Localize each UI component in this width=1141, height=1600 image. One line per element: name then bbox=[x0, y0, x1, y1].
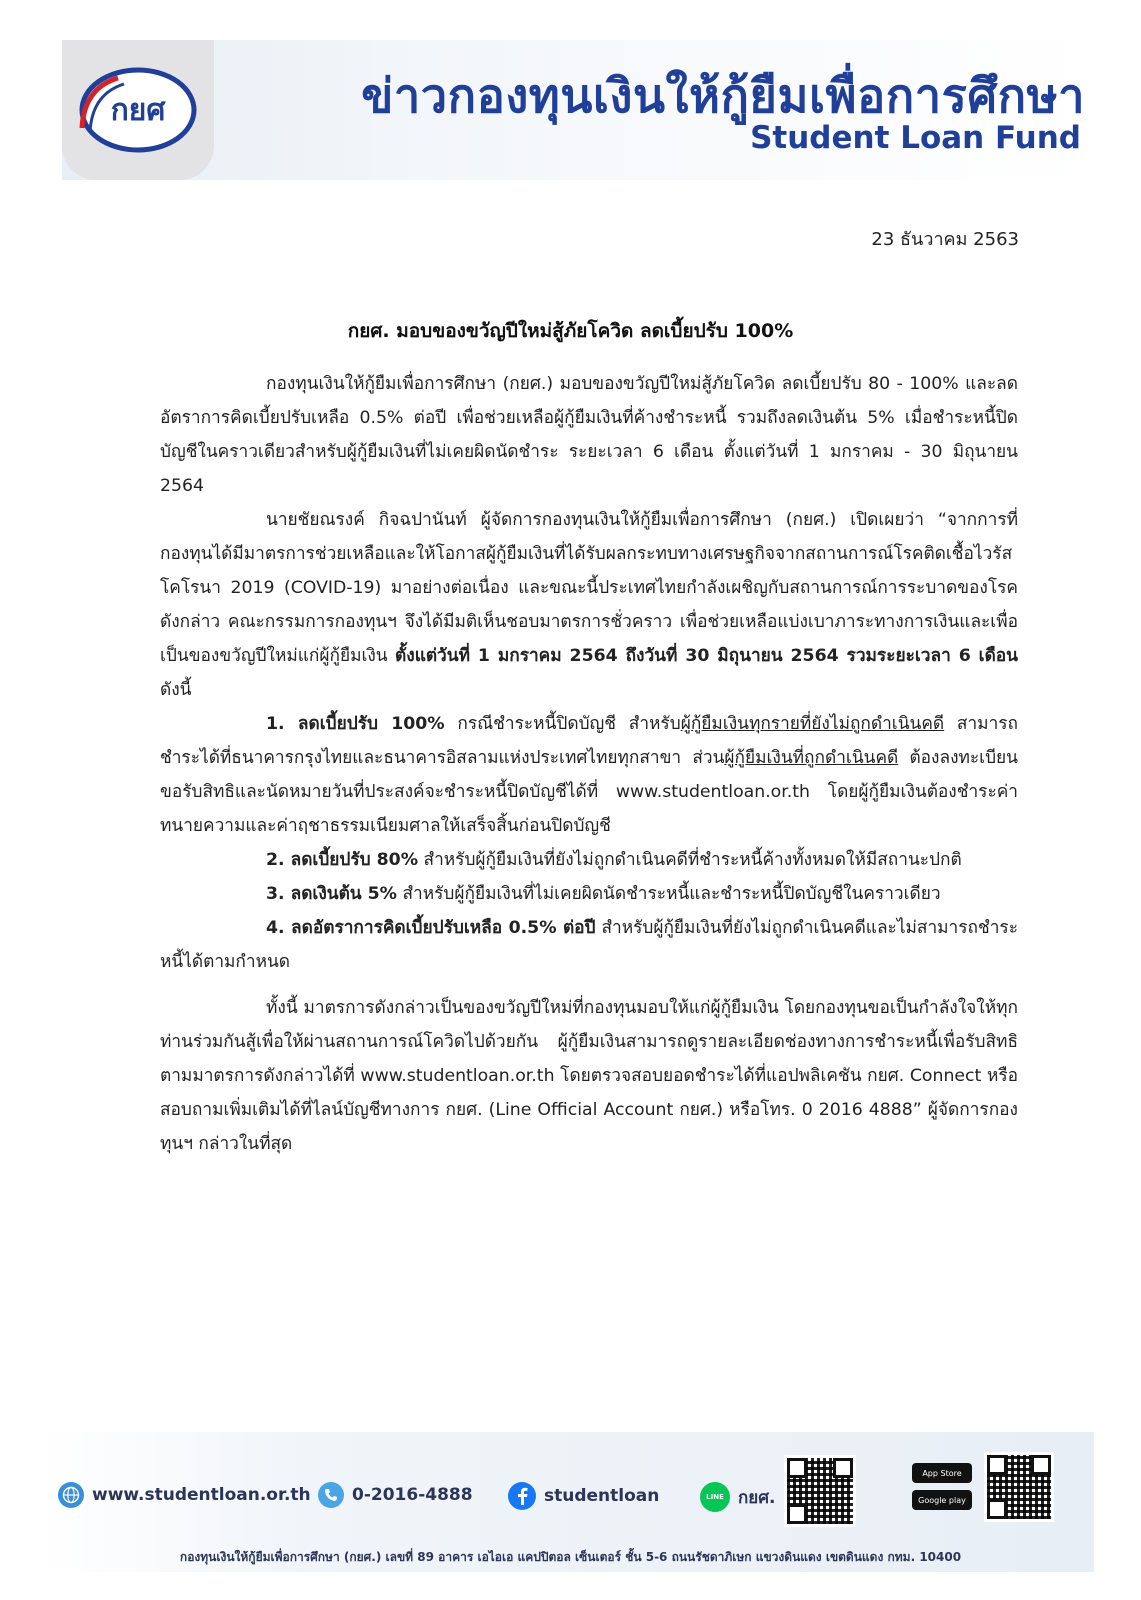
line-icon: LINE bbox=[700, 1482, 730, 1512]
google-play-badge[interactable]: Google play bbox=[912, 1490, 972, 1510]
website-label: www.studentloan.or.th bbox=[92, 1485, 311, 1505]
header-subtitle: Student Loan Fund bbox=[750, 120, 1081, 156]
svg-text:กยศ: กยศ bbox=[110, 93, 166, 128]
line-label: กยศ. bbox=[738, 1487, 776, 1508]
measure-item-4 bbox=[160, 911, 1018, 979]
paragraph-intro: กองทุนเงินให้กู้ยืมเพื่อการศึกษา (กยศ.) มอบของขวัญปีใหม่สู้ภัยโควิด ลดเบี้ยปรับ 80 - 100% และลดอัตราการคิดเบี้ยปรับเหลือ 0.5% ต่อปี เพื่อช่วยเหลือผู้กู้ยืมเงินที่ค้างชำระหนี้ รวมถึงลดเงินต้น 5% เมื่อชำระหนี้ปิดบัญชีในคราวเดียวสำหรับผู้กู้ยืมเงินที่ไม่เคยผิดนัดชำระ ระยะเวลา 6 เดือน ตั้งแต่วันที่ 1 มกราคม - 30 มิถุนายน 2564 bbox=[160, 374, 1018, 496]
measure-text: สำหรับผู้กู้ยืมเงินที่ยังไม่ถูกดำเนินคดีและไม่สามารถชำระหนี้ได้ตามกำหนด bbox=[160, 918, 1018, 972]
footer-address: กองทุนเงินให้กู้ยืมเพื่อการศึกษา (กยศ.) เลขที่ 89 อาคาร เอไอเอ แคปปิตอล เซ็นเตอร์ ชั้น 5-6 ถนนรัชดาภิเษก แขวงดินแดง เขตดินแดง กทม. 10400 bbox=[179, 1550, 962, 1564]
measure-item-3 bbox=[160, 877, 1018, 911]
statement-period: ตั้งแต่วันที่ 1 มกราคม 2564 ถึงวันที่ 30 มิถุนายน 2564 รวมระยะเวลา 6 เดือน bbox=[395, 646, 1018, 666]
measure-text: สามารถชำระได้ที่ธนาคารกรุงไทยและธนาคารอิสลามแห่งประเทศไทยทุกสาขา ส่วน bbox=[160, 714, 1019, 768]
measure-underline: ผู้กู้ยืมเงินที่ถูกดำเนินคดี bbox=[724, 748, 899, 768]
release-date: 23 ธันวาคม 2563 bbox=[871, 229, 1019, 250]
qr-code-line bbox=[784, 1455, 856, 1527]
measure-item-1 bbox=[160, 707, 1018, 843]
measure-text: กรณีชำระหนี้ปิดบัญชี สำหรับ bbox=[457, 714, 681, 734]
measure-title: 3. ลดเงินต้น 5% bbox=[266, 884, 397, 904]
footer-website[interactable] bbox=[58, 1482, 311, 1508]
phone-label: 0-2016-4888 bbox=[352, 1485, 473, 1505]
measure-title: 4. ลดอัตราการคิดเบี้ยปรับเหลือ 0.5% ต่อปี bbox=[266, 918, 596, 938]
footer-line[interactable] bbox=[700, 1482, 776, 1512]
measure-title: 1. ลดเบี้ยปรับ 100% bbox=[266, 714, 445, 734]
headline: กยศ. มอบของขวัญปีใหม่สู้ภัยโควิด ลดเบี้ยปรับ 100% bbox=[347, 320, 794, 342]
app-store-badge[interactable]: App Store bbox=[912, 1463, 972, 1483]
phone-icon bbox=[318, 1482, 344, 1508]
article-body bbox=[160, 367, 1018, 1161]
measure-text: สำหรับผู้กู้ยืมเงินที่ไม่เคยผิดนัดชำระหนี้และชำระหนี้ปิดบัญชีในคราวเดียว bbox=[402, 884, 941, 904]
statement-tail: ดังนี้ bbox=[160, 680, 192, 700]
paragraph-statement bbox=[160, 503, 1018, 707]
statement-text: นายชัยณรงค์ กิจฉปานันท์ ผู้จัดการกองทุนเงินให้กู้ยืมเพื่อการศึกษา (กยศ.) เปิดเผยว่า “จากการที่กองทุนได้มีมาตรการช่วยเหลือและให้โอกาสผู้กู้ยืมเงินที่ได้รับผลกระทบทางเศรษฐกิจจากสถานการณ์โรคติดเชื้อไวรัสโคโรนา 2019 (COVID-19) มาอย่างต่อเนื่อง และขณะนี้ประเทศไทยกำลังเผชิญกับสถานการณ์การระบาดของโรคดังกล่าว คณะกรรมการกองทุนฯ จึงได้มีมติเห็นชอบมาตรการชั่วคราว เพื่อช่วยเหลือแบ่งเบาภาระทางการเงินและเพื่อเป็นของขวัญปีใหม่แก่ผู้กู้ยืมเงิน bbox=[160, 510, 1018, 666]
footer-facebook[interactable] bbox=[508, 1482, 659, 1510]
paragraph-closing: ทั้งนี้ มาตรการดังกล่าวเป็นของขวัญปีใหม่ที่กองทุนมอบให้แก่ผู้กู้ยืมเงิน โดยกองทุนขอเป็นกำลังใจให้ทุกท่านร่วมกันสู้เพื่อให้ผ่านสถานการณ์โควิดไปด้วยกัน ผู้กู้ยืมเงินสามารถดูรายละเอียดช่องทางการชำระหนี้เพื่อรับสิทธิตามมาตรการดังกล่าวได้ที่ www.studentloan.or.th โดยตรวจสอบยอดชำระได้ที่แอปพลิเคชัน กยศ. Connect หรือสอบถามเพิ่มเติมได้ที่ไลน์บัญชีทางการ กยศ. (Line Official Account กยศ.) หรือโทร. 0 2016 4888” ผู้จัดการกองทุนฯ กล่าวในที่สุด bbox=[160, 998, 1018, 1154]
measure-text: ต้องลงทะเบียนขอรับสิทธิและนัดหมายวันที่ประสงค์จะชำระหนี้ปิดบัญชีได้ที่ www.studentloan.or.th โดยผู้กู้ยืมเงินต้องชำระค่าทนายความและค่าฤชาธรรมเนียมศาลให้เสร็จสิ้นก่อนปิดบัญชี bbox=[160, 748, 1018, 836]
header-title: ข่าวกองทุนเงินให้กู้ยืมเพื่อการศึกษา bbox=[361, 69, 1085, 124]
facebook-label: studentloan bbox=[544, 1486, 660, 1506]
measure-title: 2. ลดเบี้ยปรับ 80% bbox=[266, 850, 419, 870]
logo bbox=[62, 40, 214, 180]
fund-logo-icon bbox=[74, 58, 202, 162]
measure-underline: ผู้กู้ยืมเงินทุกรายที่ยังไม่ถูกดำเนินคดี bbox=[680, 714, 945, 734]
facebook-icon bbox=[508, 1482, 536, 1510]
footer-phone[interactable] bbox=[318, 1482, 473, 1508]
qr-code-app bbox=[984, 1452, 1054, 1522]
measure-text: สำหรับผู้กู้ยืมเงินที่ยังไม่ถูกดำเนินคดีที่ชำระหนี้ค้างทั้งหมดให้มีสถานะปกติ bbox=[423, 850, 962, 870]
measure-item-2 bbox=[160, 843, 1018, 877]
globe-icon bbox=[58, 1482, 84, 1508]
